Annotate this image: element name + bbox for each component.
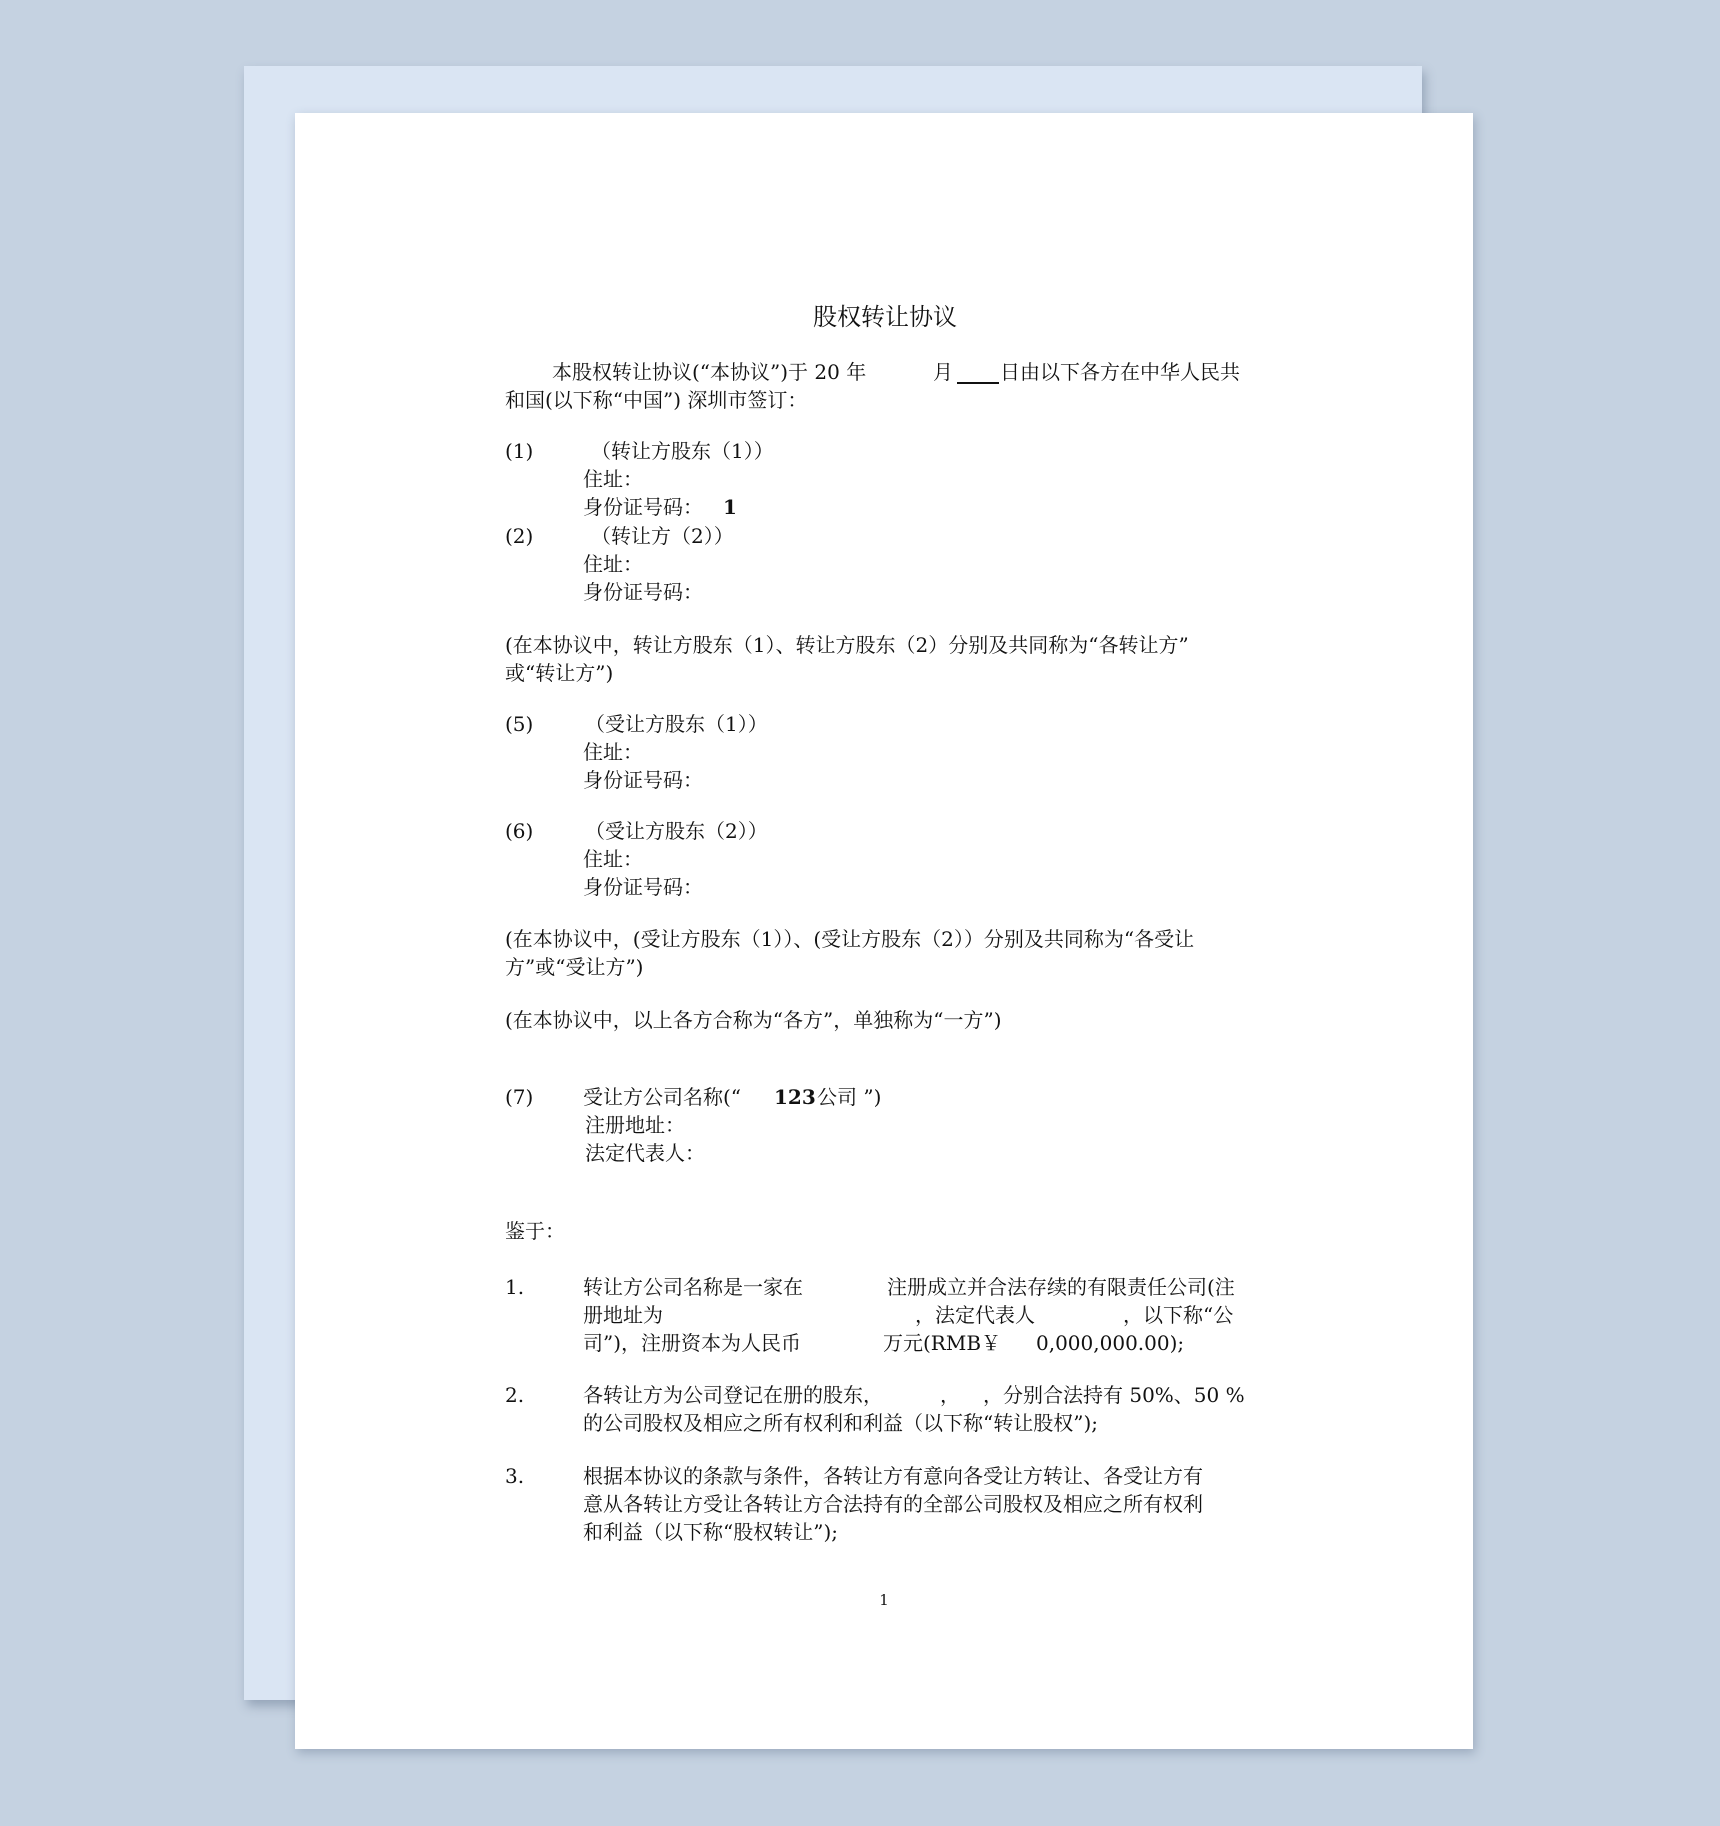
party1-id-value: 1	[723, 495, 737, 519]
party5-number: (5)	[505, 712, 534, 736]
party2-id-label: 身份证号码：	[583, 580, 703, 604]
whereas-item1-line1-a: 转让方公司名称是一家在	[583, 1275, 803, 1299]
transferee-note-line1: (在本协议中，(受让方股东（1））、(受让方股东（2））分别及共同称为“各受让	[505, 927, 1195, 951]
whereas-item1-line3-c: 0,000,000.00);	[1036, 1331, 1185, 1355]
party1-id-label: 身份证号码：	[583, 495, 703, 519]
party6-address: 住址：	[583, 847, 643, 871]
whereas-item1-line3-b: 万元(RMB￥	[883, 1331, 1002, 1355]
whereas-item2-line2: 的公司股权及相应之所有权利和利益（以下称“转让股权”);	[583, 1411, 1098, 1435]
whereas-item2-line1-a: 各转让方为公司登记在册的股东，	[583, 1383, 883, 1407]
party5-address: 住址：	[583, 740, 643, 764]
party6-number: (6)	[505, 819, 534, 843]
party1-name: （转让方股东（1））	[591, 439, 774, 463]
party7-registered-address: 注册地址：	[585, 1113, 685, 1137]
party7-number: (7)	[505, 1085, 534, 1109]
whereas-item1-line2-c: ，以下称“公	[1123, 1303, 1234, 1327]
page-number: 1	[879, 1591, 889, 1609]
party7-name-suffix: 公司 ”)	[817, 1085, 882, 1109]
party7-name-prefix: 受让方公司名称(“	[583, 1085, 742, 1109]
transferor-note-line1: (在本协议中，转让方股东（1）、转让方股东（2）分别及共同称为“各转让方”	[505, 633, 1189, 657]
document-page	[295, 113, 1473, 1749]
party2-address: 住址：	[583, 552, 643, 576]
whereas-heading: 鉴于：	[505, 1219, 565, 1243]
intro-day-blank	[957, 362, 999, 384]
party6-id-label: 身份证号码：	[583, 875, 703, 899]
intro-line1-a: 本股权转让协议(“本协议”)于 20 年	[552, 360, 867, 384]
whereas-item2-line1-b: ，	[940, 1383, 960, 1407]
party2-number: (2)	[505, 524, 534, 548]
transferor-note-line2: 或“转让方”)	[505, 661, 614, 685]
whereas-item1-number: 1.	[505, 1275, 525, 1299]
parties-note: (在本协议中，以上各方合称为“各方”，单独称为“一方”)	[505, 1008, 1002, 1032]
document-title: 股权转让协议	[813, 303, 957, 331]
party2-name: （转让方（2））	[591, 524, 734, 548]
whereas-item2-line1-c: ，分别合法持有 50%、50 %	[983, 1383, 1245, 1407]
whereas-item3-line1: 根据本协议的条款与条件，各转让方有意向各受让方转让、各受让方有	[583, 1464, 1203, 1488]
intro-line1-b: 月	[933, 360, 953, 384]
transferee-note-line2: 方”或“受让方”)	[505, 955, 644, 979]
party5-name: （受让方股东（1））	[585, 712, 768, 736]
whereas-item1-line2-a: 册地址为	[583, 1303, 663, 1327]
whereas-item1-line2-b: ，法定代表人	[915, 1303, 1035, 1327]
party7-company-number: 123	[774, 1085, 816, 1109]
party6-name: （受让方股东（2））	[585, 819, 768, 843]
party5-id-label: 身份证号码：	[583, 768, 703, 792]
intro-line1-c: 日由以下各方在中华人民共	[1000, 360, 1240, 384]
party1-number: (1)	[505, 439, 534, 463]
whereas-item3-line3: 和利益（以下称“股权转让”);	[583, 1520, 838, 1544]
whereas-item2-number: 2.	[505, 1383, 525, 1407]
whereas-item1-line1-b: 注册成立并合法存续的有限责任公司(注	[887, 1275, 1235, 1299]
party7-legal-representative: 法定代表人：	[585, 1141, 705, 1165]
whereas-item3-number: 3.	[505, 1464, 525, 1488]
party1-address: 住址：	[583, 467, 643, 491]
whereas-item3-line2: 意从各转让方受让各转让方合法持有的全部公司股权及相应之所有权利	[583, 1492, 1203, 1516]
whereas-item1-line3-a: 司”)，注册资本为人民币	[583, 1331, 802, 1355]
intro-line2: 和国(以下称“中国”) 深圳市签订：	[505, 388, 808, 412]
